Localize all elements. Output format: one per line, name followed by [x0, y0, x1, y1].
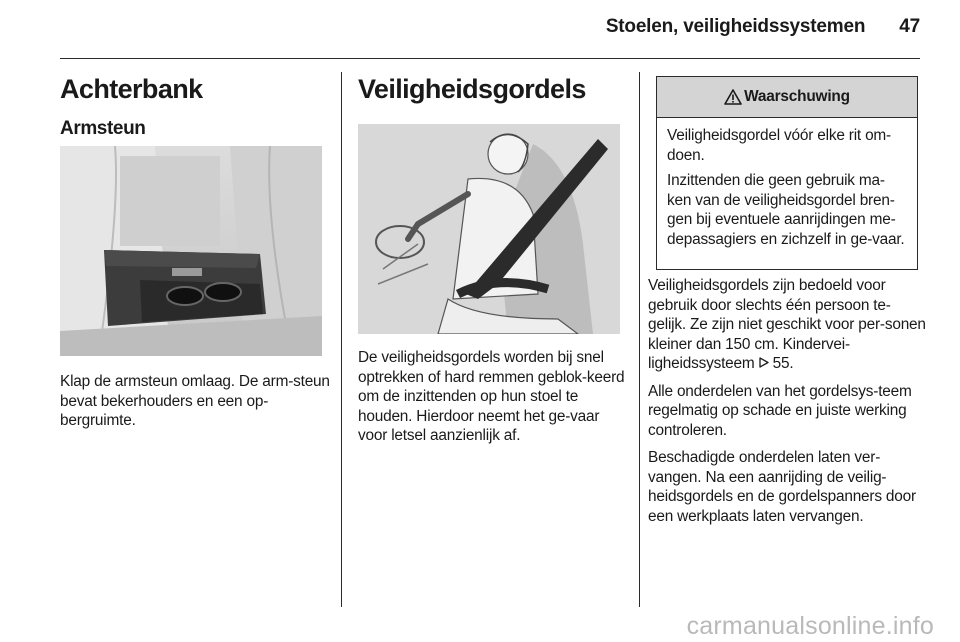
page-reference-link[interactable]: 55.	[772, 355, 794, 372]
heading-veiligheidsgordels: Veiligheidsgordels	[358, 74, 586, 104]
usage-paragraph-1-text: Veiligheidsgordels zijn bedoeld voor gebruik door slechts één persoon te-gelijk. Ze zijn niet geschikt voor per-sonen kleiner dan 150 cm. Kindervei-ligheidssysteem	[648, 277, 926, 372]
page-reference-icon	[759, 357, 769, 368]
armrest-photo	[60, 146, 322, 356]
section-title: Stoelen, veiligheidssystemen	[605, 16, 866, 37]
armrest-text	[60, 372, 332, 439]
seatbelt-intro-paragraph: De veiligheidsgordels worden bij snel optrekken of hard remmen geblok-keerd om de inzittenden op hun stoel te houden. Hierdoor neemt het ge-vaar voor letsel aanzienlijk af.	[358, 349, 625, 444]
watermark: carmanualsonline.info	[686, 612, 934, 640]
usage-paragraph-1	[648, 276, 926, 374]
warning-title: Waarschuwing	[744, 88, 850, 105]
warning-triangle-icon	[724, 89, 742, 105]
warning-body	[657, 118, 917, 249]
seatbelt-intro-text	[358, 348, 630, 454]
usage-paragraph-2: Alle onderdelen van het gordelsys-teem regelmatig op schade en juiste werking controleren.	[648, 382, 912, 439]
armrest-paragraph: Klap de armsteun omlaag. De arm-steun bevat bekerhouders en een op-bergruimte.	[60, 373, 330, 429]
warning-box	[656, 76, 918, 270]
subheading-armsteun: Armsteun	[60, 118, 146, 139]
seatbelt-usage-text	[648, 276, 926, 534]
header-rule	[60, 58, 920, 59]
page-number: 47	[899, 16, 920, 37]
warning-paragraph-2: Inzittenden die geen gebruik ma-ken van de veiligheidsgordel bren-gen bij eventuele aanrijdingen me-depassagiers en zichzelf in ge-vaar.	[667, 172, 905, 248]
heading-achterbank: Achterbank	[60, 74, 203, 104]
column-divider-left	[341, 72, 342, 607]
warning-header	[657, 77, 917, 118]
column-divider-right	[639, 72, 640, 607]
usage-paragraph-3: Beschadigde onderdelen laten ver-vangen. Na een aanrijding de veilig-heidsgordels en de gordelspanners door een werkplaats laten vervangen.	[648, 449, 916, 525]
page-header	[606, 16, 920, 38]
seatbelt-illustration	[358, 124, 620, 334]
warning-paragraph-1: Veiligheidsgordel vóór elke rit om-doen.	[667, 127, 891, 164]
